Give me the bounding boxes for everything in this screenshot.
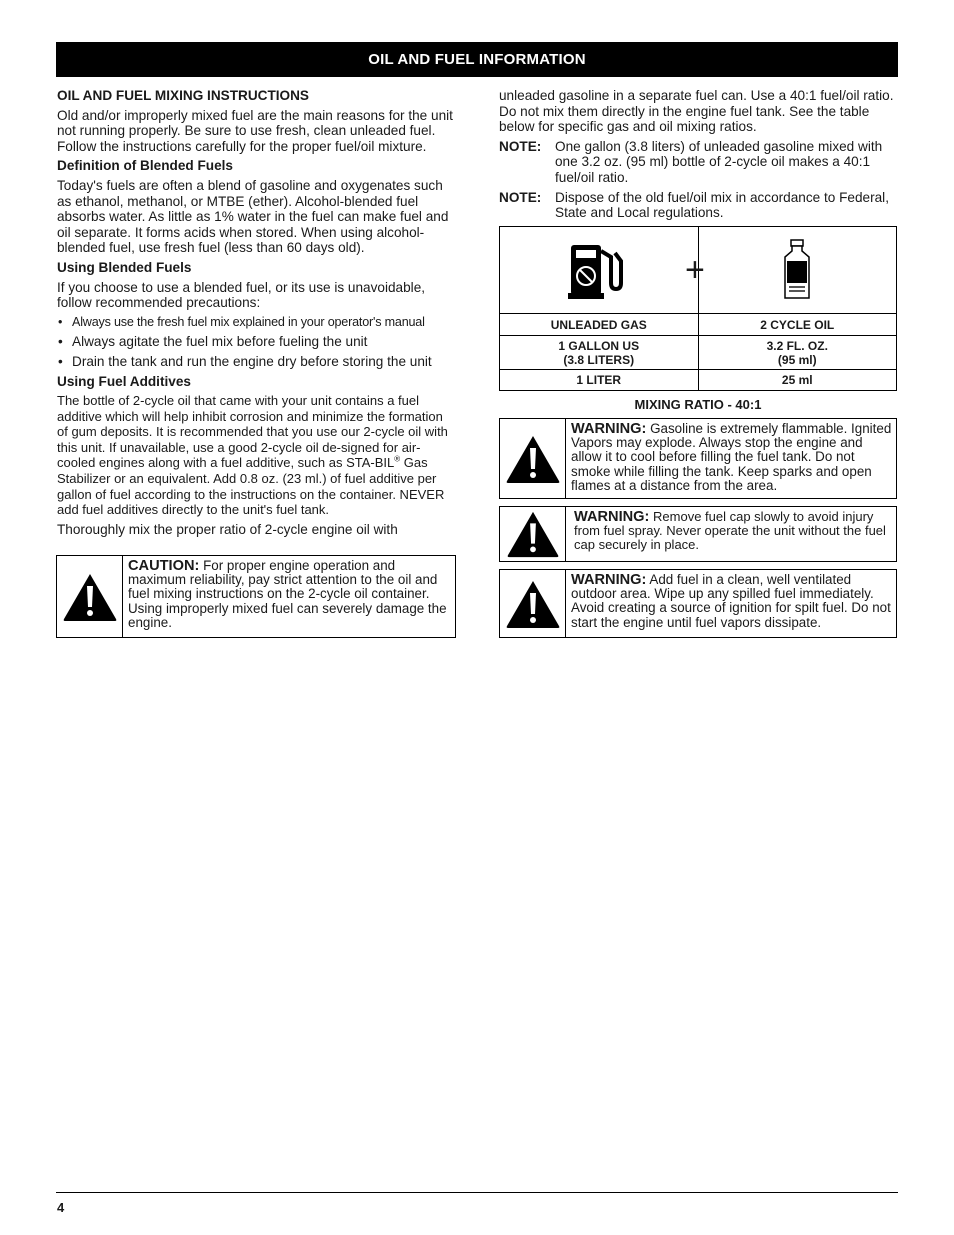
warning-triangle-icon	[504, 578, 562, 630]
right-column	[499, 88, 897, 225]
list-item: • Drain the tank and run the engine dry before storing the unit	[58, 353, 432, 369]
mixing-instructions-heading: OIL AND FUEL MIXING INSTRUCTIONS	[57, 88, 309, 103]
caution-box	[56, 555, 456, 638]
definition-heading: Definition of Blended Fuels	[57, 158, 233, 174]
section-title: OIL AND FUEL INFORMATION	[368, 51, 586, 68]
mixing-ratio-caption: MIXING RATIO - 40:1	[634, 397, 762, 412]
intro-paragraph: Old and/or improperly mixed fuel are the main reasons for the unit not running properly. Be sure to use fresh, clean unleaded fuel. Follow the instructions carefully for the proper fuel/oil mixture.	[57, 107, 453, 154]
footer-rule	[56, 1192, 898, 1193]
note-1: NOTE: One gallon (3.8 liters) of unleaded gasoline mixed with one 3.2 oz. (95 ml) bottle of 2-cycle oil makes a 40:1 fuel/oil ratio.	[499, 138, 883, 185]
precautions-list	[57, 315, 455, 370]
warning-box-fuel-cap	[499, 506, 897, 562]
warning-box-flammable	[499, 418, 897, 499]
continuation-paragraph: unleaded gasoline in a separate fuel can. Use a 40:1 fuel/oil ratio. Do not mix them directly in the engine fuel tank. See the table below for specific gas and oil mixing ratios.	[499, 88, 894, 135]
table-row: 1 LITER 25 ml	[500, 369, 896, 390]
left-column	[57, 88, 455, 541]
caution-text: CAUTION: For proper engine operation and maximum reliability, pay strict attention to the oil and fuel mixing instructions on the 2-cycle oil container. Using improperly mixed fuel can severely damage the engine.	[128, 558, 447, 630]
using-blended-paragraph: If you choose to use a blended fuel, or its use is unavoidable, follow recommended precautions:	[57, 279, 426, 311]
warning-text: WARNING: Gasoline is extremely flammable. Ignited Vapors may explode. Always stop the engine and allow it to cool before filling the fuel tank. Do not smoke while filling the tank. Keep sparks and open flames at a distance from the area.	[571, 421, 892, 493]
fuel-additives-heading: Using Fuel Additives	[57, 373, 191, 389]
fuel-pump-icon	[567, 239, 631, 301]
page-number: 4	[57, 1200, 65, 1215]
note-2: NOTE: Dispose of the old fuel/oil mix in accordance to Federal, State and Local regulations.	[499, 189, 889, 221]
table-header-row: UNLEADED GAS 2 CYCLE OIL	[500, 313, 896, 335]
list-item: • Always use the fresh fuel mix explained in your operator's manual	[58, 314, 425, 329]
definition-paragraph: Today's fuels are often a blend of gasoline and oxygenates such as ethanol, methanol, or MTBE (ether). Alcohol-blended fuel absorbs water. As little as 1% water in the fuel can make fuel and oil separate. It forms acids when stored. When using alcohol-blended fuel, use fresh fuel (less than 60 days old).	[57, 177, 449, 256]
mix-paragraph: Thoroughly mix the proper ratio of 2-cycle engine oil with	[57, 521, 398, 537]
fuel-additives-paragraph: The bottle of 2-cycle oil that came with your unit contains a fuel additive which will help inhibit corrosion and minimize the formation of gum deposits. It is recommended that you use our 2-cycle oil with this unit. If unavailable, use a good 2-cycle oil de-signed for air-cooled engines along with a fuel additive, such as STA-BIL® Gas Stabilizer or an equivalent. Add 0.8 oz. (23 ml.) of fuel additive per gallon of fuel according to the instructions on the container. NEVER add fuel additives directly to the unit's fuel tank.	[57, 393, 448, 518]
warning-text: WARNING: Remove fuel cap slowly to avoid injury from fuel spray. Never operate the unit without the fuel cap securely in place.	[574, 509, 886, 552]
table-row: 1 GALLON US (3.8 LITERS) 3.2 FL. OZ. (95 ml)	[500, 335, 896, 369]
list-item: • Always agitate the fuel mix before fueling the unit	[58, 334, 368, 350]
oil-bottle-icon	[781, 239, 813, 301]
warning-triangle-icon	[61, 571, 119, 623]
warning-text: WARNING: Add fuel in a clean, well ventilated outdoor area. Wipe up any spilled fuel immediately. Avoid creating a source of ignition for spilt fuel. Do not start the engine until fuel vapors dissipate.	[571, 572, 891, 630]
plus-sign: +	[685, 251, 705, 289]
using-blended-heading: Using Blended Fuels	[57, 259, 192, 275]
mixing-table	[499, 226, 897, 391]
warning-box-ventilation	[499, 569, 897, 638]
section-header-bar	[56, 42, 898, 77]
warning-triangle-icon	[504, 509, 562, 559]
table-image-row	[500, 227, 896, 313]
warning-triangle-icon	[504, 433, 562, 485]
